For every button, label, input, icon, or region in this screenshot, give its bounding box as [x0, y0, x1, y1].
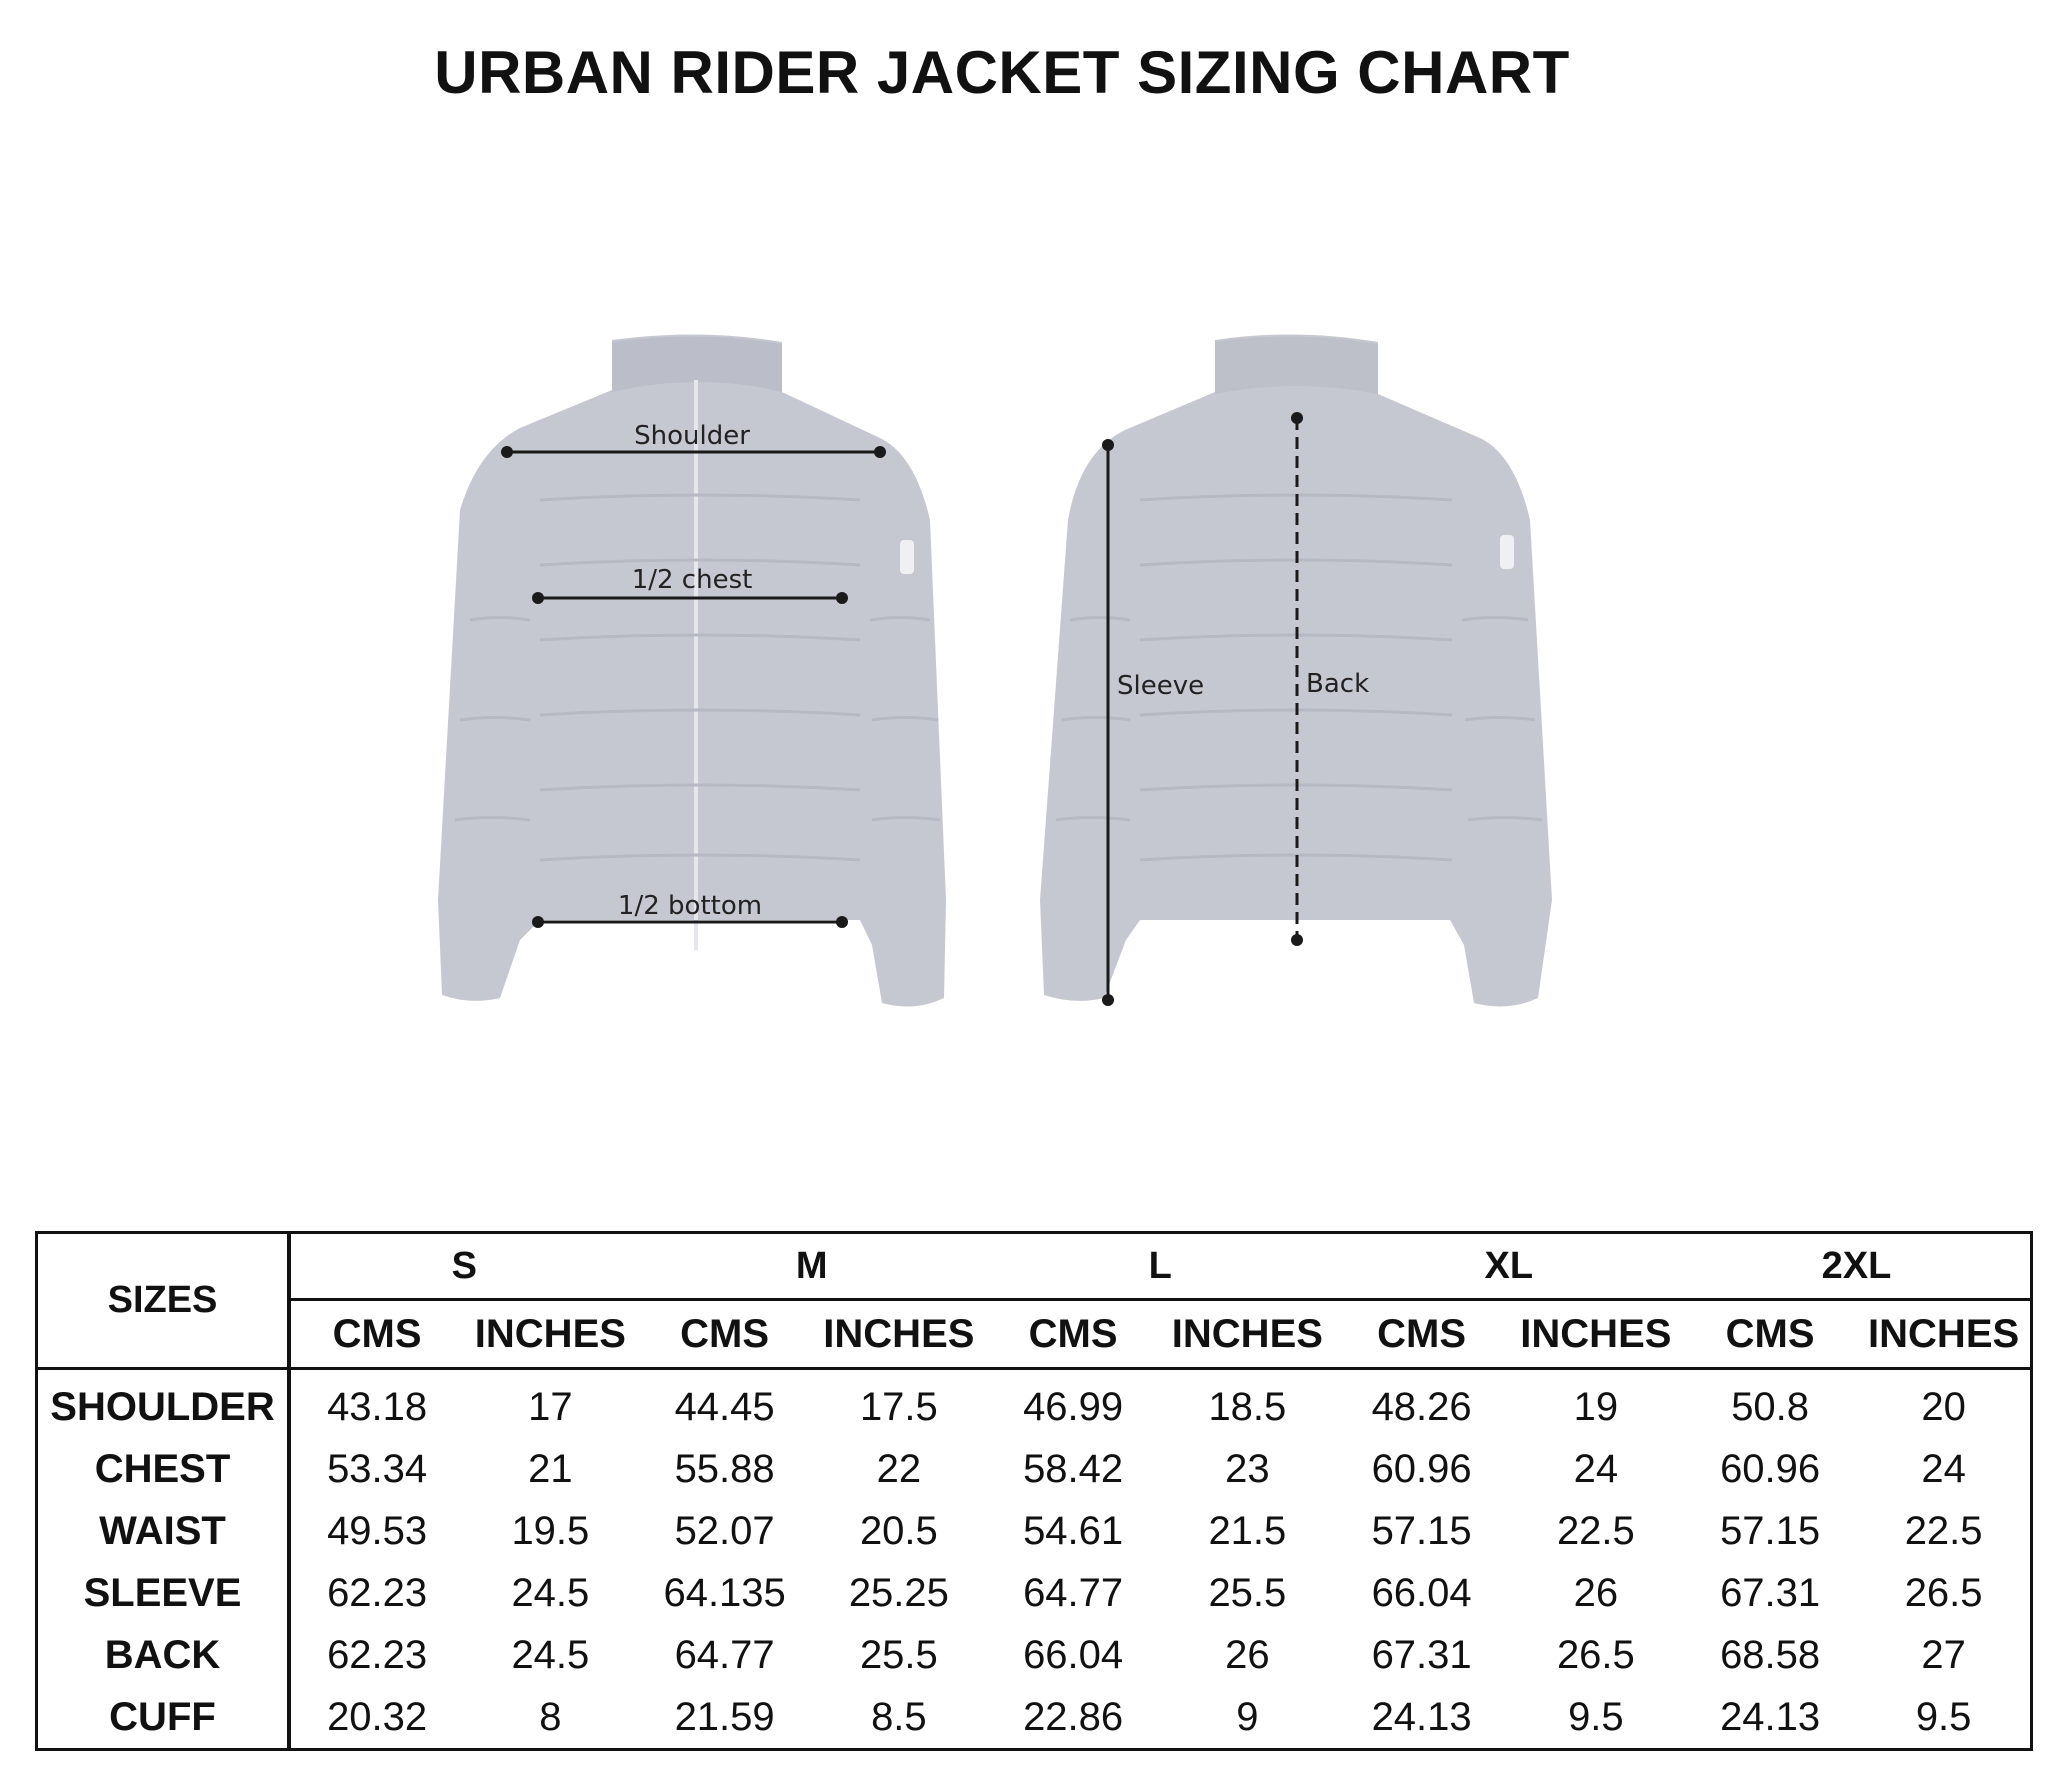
size-header-s: S [289, 1233, 638, 1300]
table-cell: 23 [1225, 1446, 1270, 1491]
table-cell: 68.58 [1720, 1632, 1821, 1677]
size-header-l: L [986, 1233, 1335, 1300]
table-cell: 22.86 [1023, 1694, 1124, 1739]
table-cell: 24 [1921, 1446, 1966, 1491]
half-bottom-label: 1/2 bottom [617, 891, 763, 921]
unit-header: INCHES [1857, 1300, 2031, 1369]
table-cell: 24.5 [511, 1570, 590, 1615]
unit-header: INCHES [1160, 1300, 1334, 1369]
table-cell: 64.135 [663, 1570, 786, 1615]
shoulder-label: Shoulder [634, 421, 750, 451]
unit-header-row [37, 1300, 2032, 1369]
size-header-2xl: 2XL [1683, 1233, 2032, 1300]
table-row [37, 1686, 2032, 1750]
row-label-sleeve: SLEEVE [37, 1562, 290, 1624]
table-cell: 19.5 [511, 1508, 590, 1553]
unit-header: CMS [986, 1300, 1160, 1369]
table-cell: 48.26 [1371, 1384, 1472, 1429]
table-cell: 57.15 [1720, 1508, 1821, 1553]
sizing-table-body [37, 1369, 2032, 1750]
table-cell: 26.5 [1556, 1632, 1635, 1677]
table-cell: 44.45 [674, 1384, 775, 1429]
table-cell: 20 [1921, 1384, 1966, 1429]
table-cell: 67.31 [1720, 1570, 1821, 1615]
table-row [37, 1369, 2032, 1439]
unit-header: CMS [289, 1300, 463, 1369]
table-cell: 25.5 [859, 1632, 938, 1677]
table-cell: 60.96 [1371, 1446, 1472, 1491]
unit-header: CMS [1335, 1300, 1509, 1369]
unit-header: INCHES [463, 1300, 637, 1369]
table-cell: 55.88 [674, 1446, 775, 1491]
table-cell: 57.15 [1371, 1508, 1472, 1553]
table-cell: 9 [1236, 1694, 1259, 1739]
table-cell: 53.34 [327, 1446, 428, 1491]
table-cell: 21.5 [1208, 1508, 1287, 1553]
unit-header: CMS [1683, 1300, 1857, 1369]
table-cell: 25.5 [1208, 1570, 1287, 1615]
sizing-table [35, 1231, 2033, 1751]
table-cell: 22 [876, 1446, 922, 1491]
table-cell: 64.77 [1023, 1570, 1124, 1615]
row-label-waist: WAIST [37, 1500, 290, 1562]
table-cell: 62.23 [327, 1632, 428, 1677]
table-cell: 24.5 [511, 1632, 590, 1677]
table-cell: 8.5 [871, 1694, 927, 1739]
table-cell: 22.5 [1904, 1508, 1983, 1553]
unit-header: INCHES [812, 1300, 986, 1369]
table-cell: 27 [1921, 1632, 1966, 1677]
table-cell: 67.31 [1371, 1632, 1472, 1677]
table-row [37, 1624, 2032, 1686]
table-cell: 26 [1225, 1632, 1270, 1677]
table-cell: 24.13 [1371, 1694, 1472, 1739]
size-header-xl: XL [1335, 1233, 1684, 1300]
table-row [37, 1438, 2032, 1500]
table-cell: 26.5 [1904, 1570, 1983, 1615]
back-jacket-illustration [1040, 334, 1552, 1006]
table-cell: 17 [528, 1384, 573, 1429]
table-cell: 46.99 [1023, 1384, 1124, 1429]
table-cell: 24 [1573, 1446, 1619, 1491]
size-header-m: M [638, 1233, 987, 1300]
size-header-row [37, 1233, 2032, 1300]
table-cell: 21.59 [674, 1694, 775, 1739]
table-cell: 52.07 [674, 1508, 775, 1553]
table-cell: 62.23 [327, 1570, 428, 1615]
table-cell: 54.61 [1023, 1508, 1124, 1553]
table-cell: 9.5 [1568, 1694, 1624, 1739]
table-cell: 17.5 [859, 1384, 938, 1429]
table-cell: 58.42 [1023, 1446, 1124, 1491]
table-cell: 20.5 [859, 1508, 938, 1553]
table-cell: 9.5 [1915, 1694, 1972, 1739]
row-label-shoulder: SHOULDER [37, 1369, 290, 1439]
table-cell: 66.04 [1023, 1632, 1124, 1677]
table-cell: 19 [1573, 1384, 1619, 1429]
table-cell: 49.53 [327, 1508, 428, 1553]
row-label-back: BACK [37, 1624, 290, 1686]
unit-header: CMS [638, 1300, 812, 1369]
table-cell: 66.04 [1371, 1570, 1472, 1615]
back-label: Back [1306, 669, 1370, 699]
row-label-cuff: CUFF [37, 1686, 290, 1750]
front-jacket-illustration [438, 334, 946, 1006]
table-row [37, 1562, 2032, 1624]
table-cell: 22.5 [1556, 1508, 1635, 1553]
table-cell: 43.18 [327, 1384, 428, 1429]
page-title: URBAN RIDER JACKET SIZING CHART [434, 39, 1570, 106]
table-cell: 25.25 [848, 1570, 949, 1615]
table-cell: 8 [539, 1694, 562, 1739]
table-row [37, 1500, 2032, 1562]
table-cell: 24.13 [1720, 1694, 1821, 1739]
table-cell: 50.8 [1731, 1384, 1810, 1429]
sizes-corner-label: SIZES [37, 1233, 290, 1369]
half-chest-label: 1/2 chest [631, 565, 753, 595]
row-label-chest: CHEST [37, 1438, 290, 1500]
unit-header: INCHES [1509, 1300, 1683, 1369]
sleeve-label: Sleeve [1117, 671, 1205, 701]
table-cell: 64.77 [674, 1632, 775, 1677]
table-cell: 26 [1573, 1570, 1619, 1615]
table-cell: 21 [528, 1446, 573, 1491]
table-cell: 60.96 [1720, 1446, 1821, 1491]
table-cell: 18.5 [1208, 1384, 1287, 1429]
table-cell: 20.32 [327, 1694, 428, 1739]
